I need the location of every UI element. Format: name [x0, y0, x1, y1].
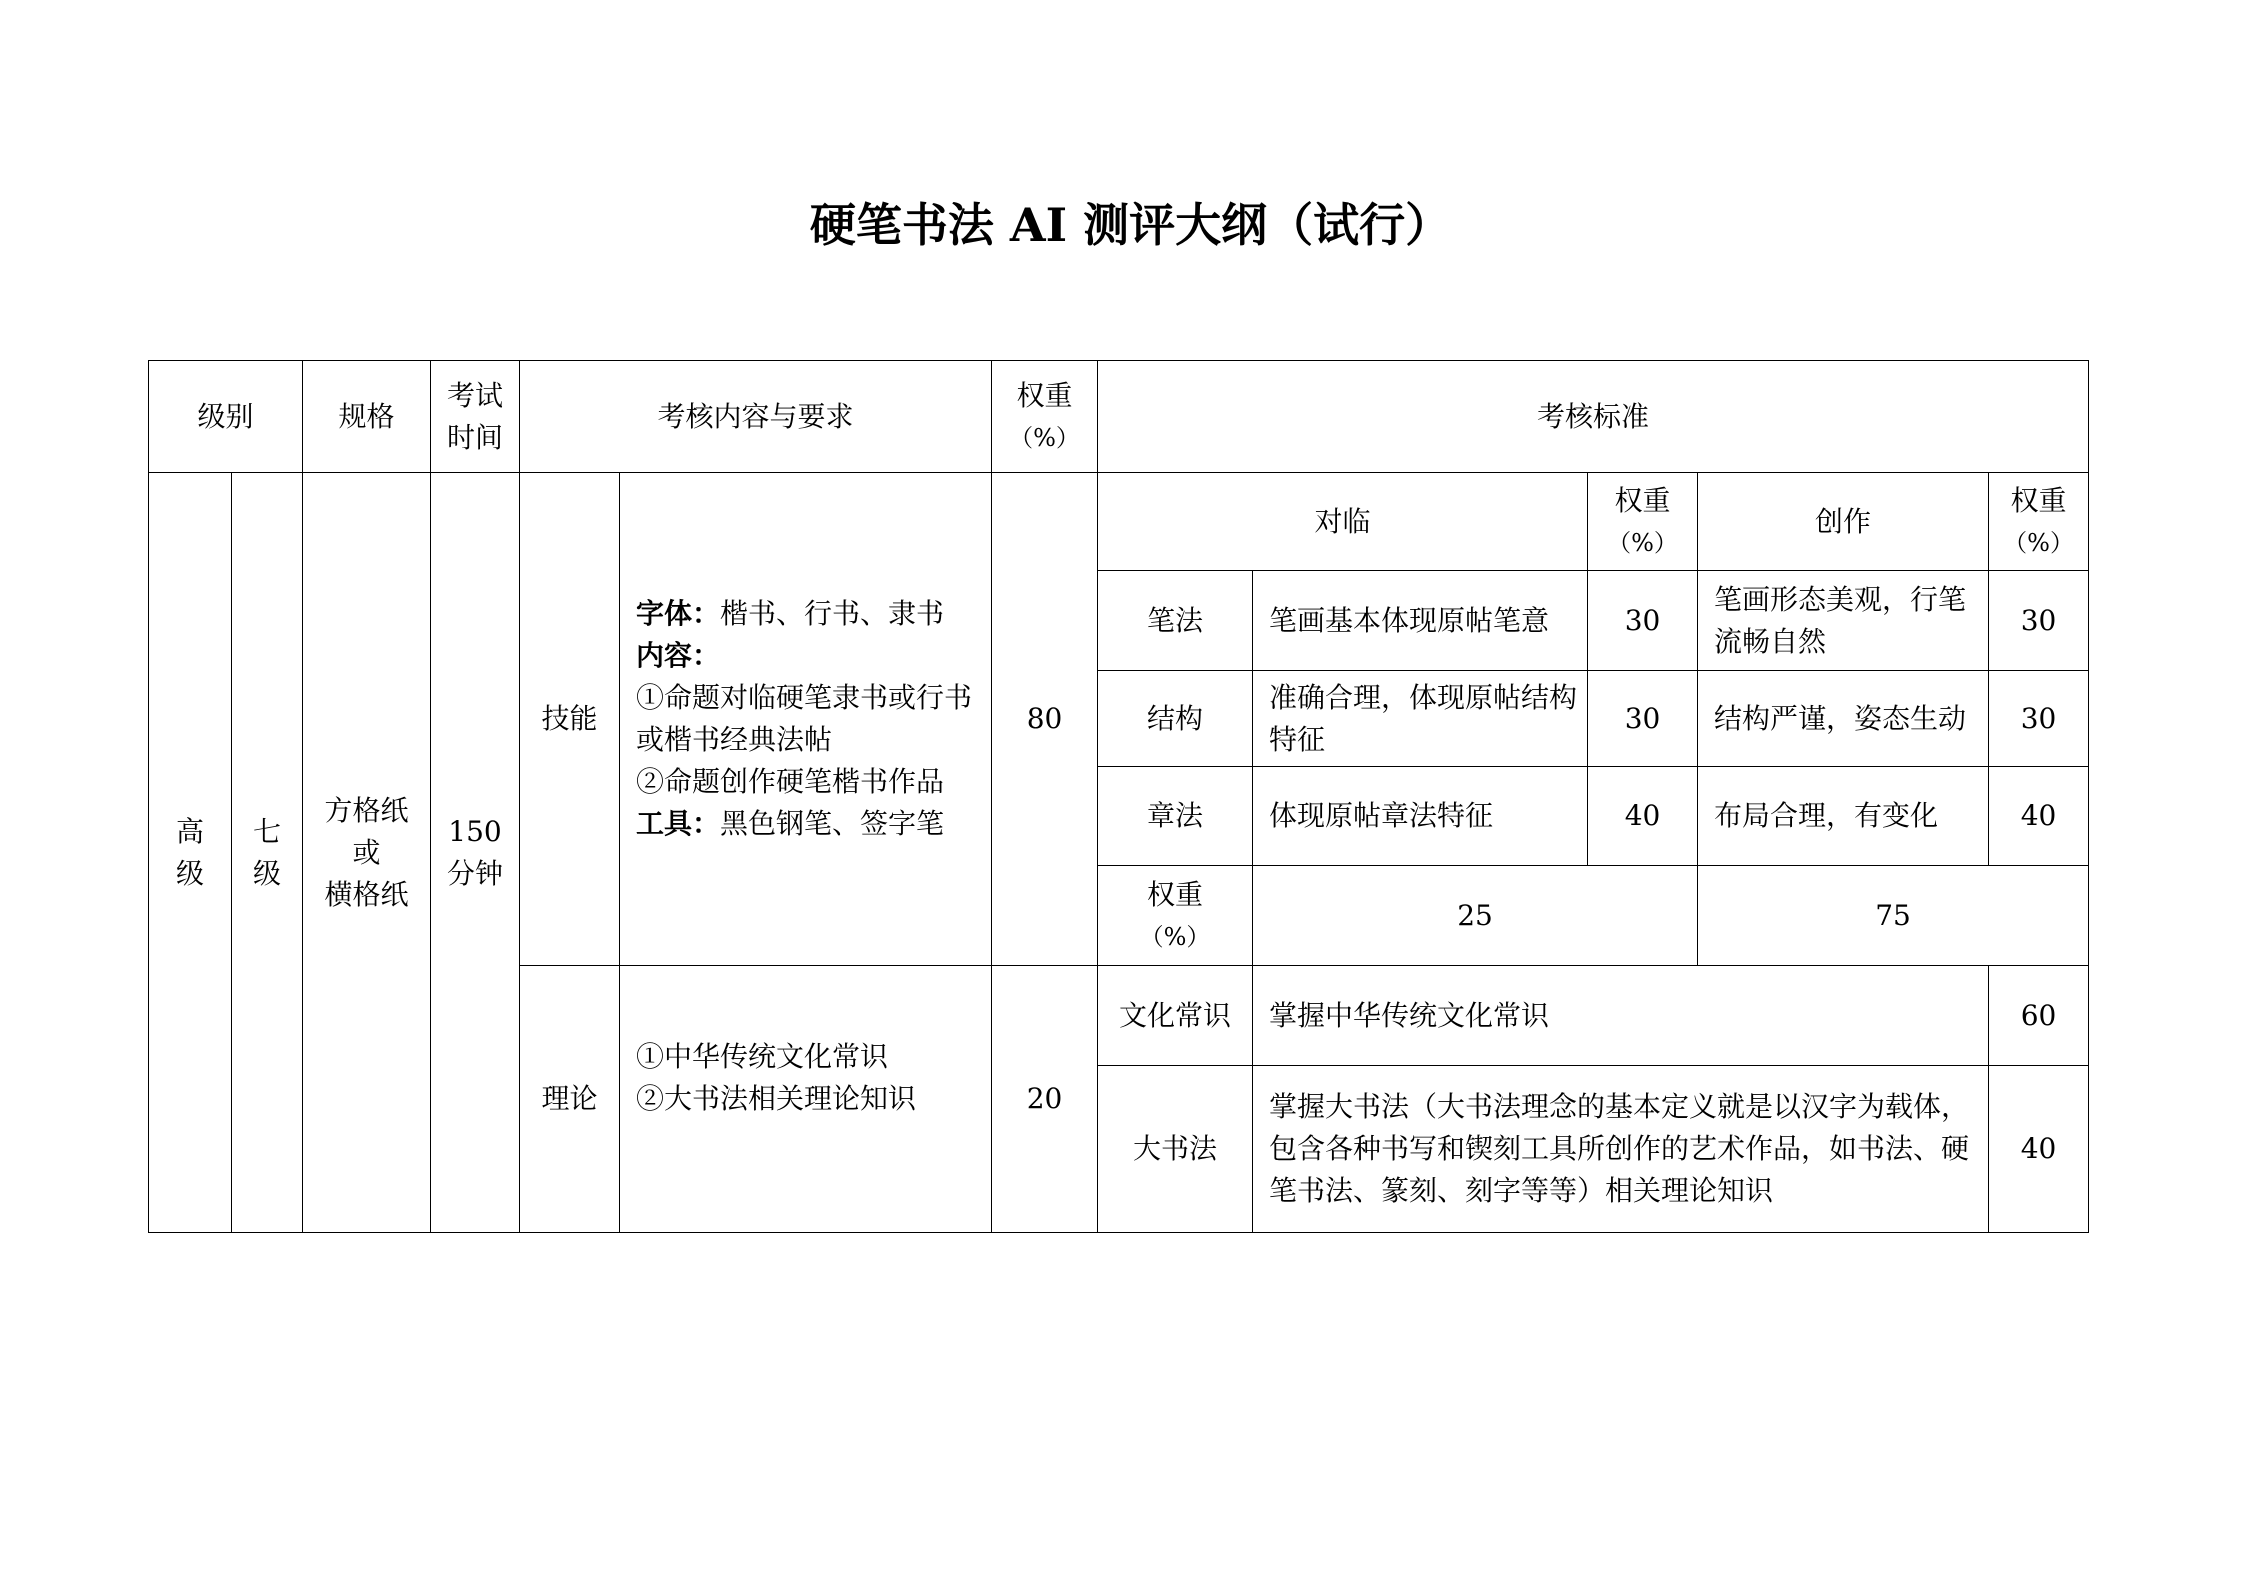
creation-header: 创作 — [1698, 473, 1989, 571]
skill-content-label: 内容： — [636, 639, 721, 672]
spec-text: 或 — [352, 835, 381, 869]
creation-weight: 30 — [1989, 571, 2089, 671]
document-title: 硬笔书法 AI 测评大纲（试行） — [809, 198, 1452, 252]
copying-description-line: 体现原帖章法特征 — [1269, 799, 1494, 832]
copying-weight: 30 — [1588, 571, 1698, 671]
header-exam-time — [431, 361, 520, 473]
copying-description — [1253, 767, 1588, 866]
creation-description-line: 结构严谨，姿态生动 — [1714, 701, 1967, 735]
spec-cell — [303, 473, 431, 1233]
copying-weight-unit: （%） — [1607, 528, 1678, 557]
creation-weight: 30 — [1989, 671, 2089, 767]
creation-description — [1698, 671, 1989, 767]
copying-weight-header — [1588, 473, 1698, 571]
spec-text: 横格纸 — [324, 877, 409, 911]
theory-description-line: 掌握大书法（大书法理念的基本定义就是以汉字为载体， — [1269, 1090, 1970, 1123]
skill-content-line — [636, 593, 991, 635]
skill-content-text: ①命题对临硬笔隶书或行书 — [636, 681, 973, 714]
skill-content-text: 楷书、行书、隶书 — [720, 597, 945, 630]
theory-weight: 20 — [992, 966, 1098, 1233]
header-weight-label: 权重 — [1016, 378, 1073, 412]
grade-text: 级 — [253, 856, 282, 890]
skill-content-line — [636, 635, 991, 677]
skill-content-text: ②命题创作硬笔楷书作品 — [636, 765, 945, 798]
theory-content-line: ①中华传统文化常识 — [636, 1040, 889, 1073]
weight-split-label-unit: （%） — [1139, 922, 1211, 951]
copying-total-weight: 25 — [1253, 866, 1698, 966]
criteria-aspect: 章法 — [1098, 767, 1253, 866]
theory-description-line: 包含各种书写和锲刻工具所创作的艺术作品，如书法、硬 — [1269, 1132, 1970, 1165]
skill-content — [620, 473, 992, 966]
copying-description-line: 笔画基本体现原帖笔意 — [1269, 603, 1550, 637]
creation-description-line: 流畅自然 — [1714, 624, 1827, 658]
creation-description — [1698, 767, 1989, 866]
theory-description-line: 掌握中华传统文化常识 — [1269, 998, 1550, 1032]
copying-description-line: 准确合理，体现原帖结构 — [1269, 680, 1578, 714]
header-weight-unit: （%） — [1009, 423, 1080, 452]
header-row — [149, 361, 2089, 473]
creation-total-weight: 75 — [1698, 866, 2089, 966]
creation-description — [1698, 571, 1989, 671]
creation-weight-header — [1989, 473, 2089, 571]
header-standard: 考核标准 — [1098, 361, 2089, 473]
header-exam-time-line: 时间 — [447, 420, 504, 454]
theory-description — [1253, 1066, 1989, 1233]
theory-label: 理论 — [520, 966, 620, 1233]
creation-weight-unit: （%） — [2003, 528, 2074, 557]
grade-text: 七 — [253, 814, 282, 848]
weight-split-label — [1098, 866, 1253, 966]
exam-time-text: 分钟 — [447, 856, 504, 890]
skill-content-label: 字体： — [636, 597, 721, 630]
level-cell — [149, 473, 232, 1233]
weight-split-label-text: 权重 — [1147, 877, 1204, 911]
skill-content-line — [636, 803, 991, 845]
skill-content-line — [636, 761, 991, 803]
theory-aspect: 大书法 — [1098, 1066, 1253, 1233]
exam-time-cell — [431, 473, 520, 1233]
skill-weight: 80 — [992, 473, 1098, 966]
theory-content — [620, 966, 992, 1233]
assessment-outline-table — [148, 360, 2089, 1233]
creation-weight-label: 权重 — [2010, 483, 2067, 517]
level-text: 级 — [175, 856, 204, 890]
copying-weight-label: 权重 — [1614, 483, 1671, 517]
skill-label: 技能 — [520, 473, 620, 966]
skill-content-line — [636, 677, 991, 719]
skill-content-text: 或楷书经典法帖 — [636, 723, 833, 756]
copying-weight: 30 — [1588, 671, 1698, 767]
skill-content-line — [636, 719, 991, 761]
criteria-aspect: 结构 — [1098, 671, 1253, 767]
theory-aspect: 文化常识 — [1098, 966, 1253, 1066]
creation-weight: 40 — [1989, 767, 2089, 866]
theory-description — [1253, 966, 1989, 1066]
standard-subheader-row — [149, 473, 2089, 571]
criteria-aspect: 笔法 — [1098, 571, 1253, 671]
theory-aspect-weight: 60 — [1989, 966, 2089, 1066]
theory-content-line: ②大书法相关理论知识 — [636, 1082, 917, 1115]
header-content: 考核内容与要求 — [520, 361, 992, 473]
header-exam-time-line: 考试 — [447, 378, 504, 412]
copying-weight: 40 — [1588, 767, 1698, 866]
spec-text: 方格纸 — [324, 793, 409, 827]
header-spec: 规格 — [303, 361, 431, 473]
grade-cell — [232, 473, 303, 1233]
creation-description-line: 笔画形态美观，行笔 — [1714, 582, 1967, 616]
skill-content-text: 黑色钢笔、签字笔 — [720, 807, 945, 840]
theory-description-line: 笔书法、篆刻、刻字等等）相关理论知识 — [1269, 1174, 1774, 1207]
copying-description-line: 特征 — [1269, 722, 1326, 756]
skill-content-label: 工具： — [636, 807, 721, 840]
copying-description — [1253, 671, 1588, 767]
exam-time-text: 150 — [448, 814, 502, 848]
header-level: 级别 — [149, 361, 303, 473]
creation-description-line: 布局合理，有变化 — [1714, 799, 1939, 832]
copying-header: 对临 — [1098, 473, 1588, 571]
theory-aspect-weight: 40 — [1989, 1066, 2089, 1233]
copying-description — [1253, 571, 1588, 671]
header-weight — [992, 361, 1098, 473]
level-text: 高 — [175, 814, 204, 848]
